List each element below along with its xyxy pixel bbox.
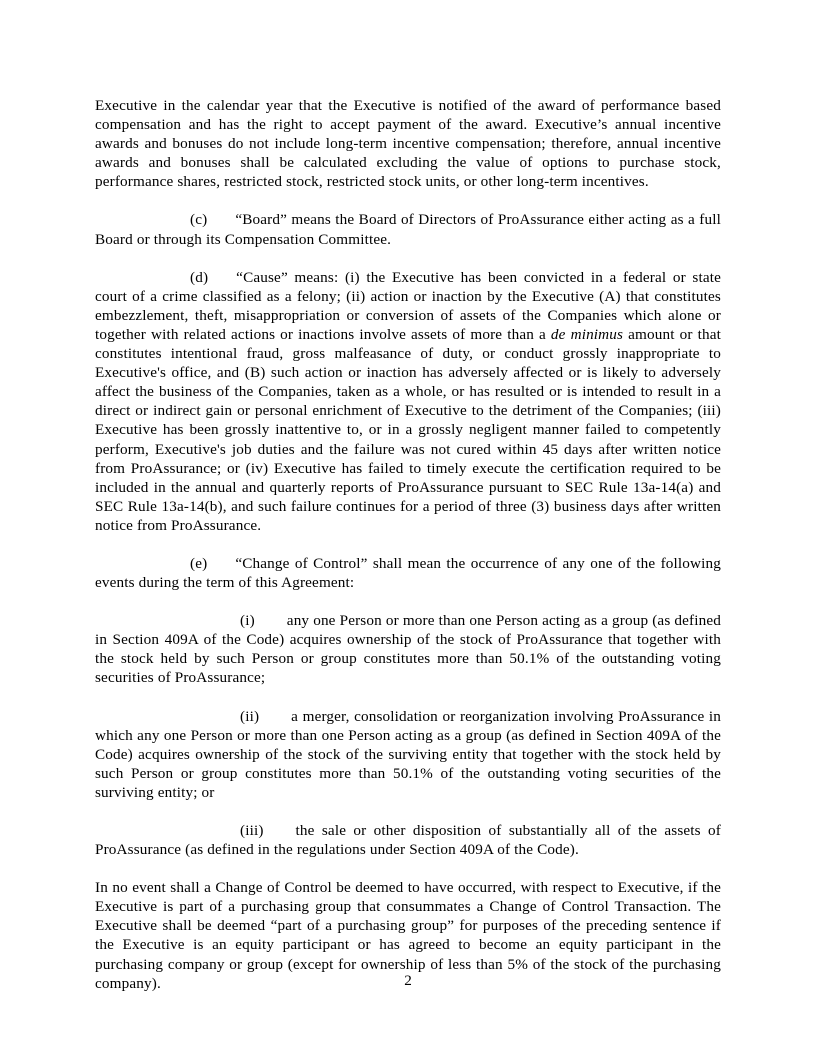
paragraph-executive-incentive [95,96,721,191]
paragraph-roman-ii [95,707,721,802]
paragraph-text: Executive in the calendar year that the Executive is notified of the award of performance based compensation and has the right to accept payment of the award. Executive’s annual incentive awards and bonuses do not include long-term incentive compensation; therefore, annual incentive awards and bonuses shall be calculated excluding the value of options to purchase stock, performance shares, restricted stock, restricted stock units, or other long-term incentives. [95,97,721,191]
document-body [95,96,721,993]
paragraph-d-cause [95,268,721,535]
paragraph-text: a merger, consolidation or reorganization involving ProAssurance in which any one Person or more than one Person acting as a group (as defined in Section 409A of the Code) acquires ownership of the stock of the surviving entity that together with the stock held by such Person or group constitutes more than 50.1% of the outstanding voting securities of the surviving entity; or [95,707,721,801]
paragraph-c-board [95,210,721,248]
paragraph-roman-iii [95,821,721,859]
paragraph-text: “Change of Control” shall mean the occurrence of any one of the following events during the term of this Agreement: [95,554,721,592]
list-marker-i: (i) [240,612,255,630]
paragraph-roman-i [95,611,721,687]
list-marker-iii: (iii) [240,822,264,839]
list-marker-c: (c) [190,211,208,229]
paragraph-text-part-1: “Cause” means: (i) the Executive has been convicted in a federal or state court of a crime classified as a felony; (ii) action or inaction by the Executive (A) that constitutes embezzlement, theft, misappropriation or conversion of assets of the Companies which alone or together with related actions or inactions involve assets of more than a [95,268,721,343]
page-number: 2 [404,972,412,989]
paragraph-text: In no event shall a Change of Control be deemed to have occurred, with respect to Executive, if the Executive is part of a purchasing group that consummates a Change of Control Transaction. The Executive shall be deemed “part of a purchasing group” for purposes of the preceding sentence if the Executive is an equity participant or has agreed to become an equity participant in the purchasing company or group (except for ownership of less than 5% of the stock of the purchasing company). [95,879,721,992]
italic-phrase-de-minimus: de minimus [550,325,624,343]
paragraph-text: any one Person or more than one Person acting as a group (as defined in Section 409A of the Code) acquires ownership of the stock of ProAssurance that together with the stock held by such Person or group constitutes more than 50.1% of the outstanding voting securities of ProAssurance; [95,612,721,687]
paragraph-text: “Board” means the Board of Directors of ProAssurance either acting as a full Board or through its Compensation Committee. [95,211,721,248]
paragraph-text: the sale or other disposition of substantially all of the assets of ProAssurance (as defined in the regulations under Section 409A of the Code). [95,822,721,859]
list-marker-e: (e) [190,554,208,572]
list-marker-ii: (ii) [240,707,260,725]
paragraph-e-change-of-control [95,554,721,592]
list-marker-d: (d) [190,268,209,286]
paragraph-text-part-2: amount or that constitutes intentional fraud, gross malfeasance of duty, or conduct grossly inappropriate to Executive's office, and (B) such action or inaction has adversely affected or is likely to adversely affect the business of the Companies, taken as a whole, or has resulted or is intended to result in a direct or indirect gain or personal enrichment of Executive to the detriment of the Companies; (iii) Executive has been grossly inattentive to, or in a grossly negligent manner failed to competently perform, Executive's job duties and the failure was not cured within 45 days after written notice from ProAssurance; or (iv) Executive has failed to timely execute the certification required to be included in the annual and quarterly reports of ProAssurance pursuant to SEC Rule 13a-14(a) and SEC Rule 13a-14(b), and such failure continues for a period of three (3) business days after written notice from ProAssurance. [95,325,721,534]
